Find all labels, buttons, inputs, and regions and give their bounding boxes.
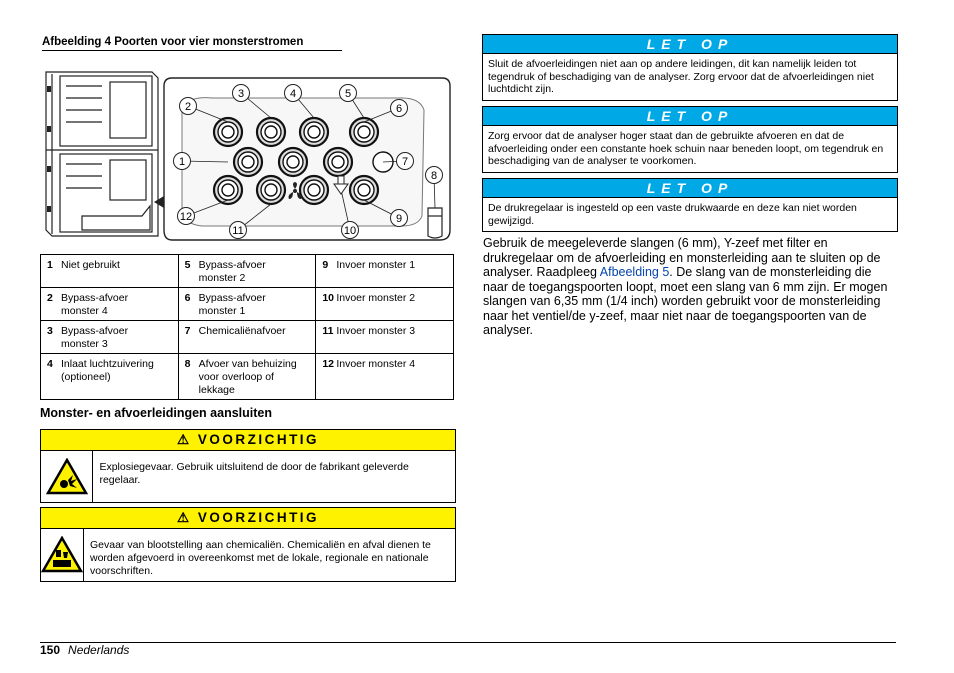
legend-number: 8	[184, 358, 191, 370]
section-heading: Monster- en afvoerleidingen aansluiten	[40, 406, 272, 420]
callout-number: 12	[179, 211, 193, 223]
legend-text: Invoer monster 2	[336, 292, 416, 304]
notice-header: LET OP	[483, 179, 897, 198]
legend-number: 7	[184, 325, 191, 337]
legend-cell	[41, 255, 179, 288]
caution-header: ⚠ VOORZICHTIG	[41, 508, 455, 529]
legend-text: Bypass-afvoer monster 1	[198, 292, 266, 317]
legend-number: 4	[47, 358, 53, 370]
legend-cell	[178, 354, 316, 400]
legend-row	[41, 255, 454, 288]
port-fitting	[350, 118, 378, 146]
notice-header: LET OP	[483, 107, 897, 126]
callout-number: 7	[401, 156, 409, 168]
legend-row	[41, 288, 454, 321]
legend-number: 6	[184, 292, 191, 304]
notice-text: De drukregelaar is ingesteld op een vaste drukwaarde en deze kan niet worden gewijzigd.	[488, 202, 857, 227]
legend-number: 12	[322, 358, 334, 370]
legend-text: Chemicaliënafvoer	[198, 325, 286, 337]
legend-text: Bypass-afvoer monster 2	[198, 259, 266, 284]
notice-header: LET OP	[483, 35, 897, 54]
legend-cell	[178, 288, 316, 321]
enclosure-side-details	[47, 86, 51, 212]
port-fitting	[214, 118, 242, 146]
legend-number: 9	[322, 259, 329, 271]
callout-number: 3	[237, 88, 245, 100]
notice-pressure-regulator	[482, 178, 898, 232]
legend-cell	[316, 354, 454, 400]
port-fitting	[234, 148, 262, 176]
caution-chemical	[40, 507, 456, 582]
figure-title: Afbeelding 4 Poorten voor vier monsterstromen	[42, 36, 342, 51]
port-fitting	[214, 176, 242, 204]
analyzer-enclosure-drawing	[46, 72, 158, 236]
enclosure-drain-fitting	[428, 208, 442, 238]
port-fitting	[350, 176, 378, 204]
port-fitting	[279, 148, 307, 176]
instruction-paragraph: Gebruik de meegeleverde slangen (6 mm), Y-zeef met filter en drukregelaar om de afvoerleiding en monsterleiding aan te sluiten op de analyser. Raadpleeg Afbeelding 5. De slang van de monsterleiding die naar de toegangspoorten loopt, moet een slang van 6 mm zijn. Er mogen slangen van 6,35 mm (1/4 inch) worden gebruikt voor de monsterleiding naar het ventiel/de y-zeef, maar niet naar de toegangspoorten van de analyser.	[483, 236, 888, 337]
caution-explosion	[40, 429, 456, 503]
zoom-indicator	[154, 196, 164, 208]
warning-triangle-icon: ⚠	[176, 510, 192, 525]
port-fitting	[324, 148, 352, 176]
legend-cell	[316, 288, 454, 321]
legend-cell	[178, 255, 316, 288]
legend-text: Invoer monster 4	[336, 358, 416, 370]
caution-text: Explosiegevaar. Gebruik uitsluitend de door de fabrikant geleverde regelaar.	[99, 461, 409, 486]
caution-text: Gevaar van blootstelling aan chemicaliën. Chemicaliën en afval dienen te worden afgevoerd in overeenkomst met de lokale, regionale en nationale voorschriften.	[90, 539, 431, 577]
legend-number: 3	[47, 325, 53, 337]
legend-number: 2	[47, 292, 53, 304]
callout-number: 6	[395, 103, 403, 115]
page-footer	[40, 643, 129, 657]
legend-table	[40, 254, 454, 400]
ports-figure	[42, 66, 454, 250]
legend-number: 5	[184, 259, 191, 271]
legend-number: 11	[322, 325, 334, 337]
legend-text: Niet gebruikt	[61, 259, 120, 271]
warning-triangle-icon: ⚠	[176, 432, 192, 447]
callout-number: 1	[178, 156, 186, 168]
legend-text: Afvoer van behuizing voor overloop of lekkage	[198, 358, 297, 396]
chemical-hazard-icon	[41, 536, 83, 574]
callout-number: 4	[289, 88, 297, 100]
legend-text: Invoer monster 1	[336, 259, 416, 271]
notice-text: Zorg ervoor dat de analyser hoger staat dan de gebruikte afvoeren en dat de afvoerleiding onder een constante hoek schuin naar beneden loopt, om tegendruk en beschadiging van de analyser te voorkomen.	[488, 130, 884, 167]
legend-cell	[316, 321, 454, 354]
caution-header: ⚠ VOORZICHTIG	[41, 430, 455, 451]
port-fitting	[300, 176, 328, 204]
callout-number: 8	[430, 170, 438, 182]
page-number: 150	[40, 643, 61, 657]
legend-text: Bypass-afvoer monster 4	[61, 292, 129, 317]
callout-number: 9	[395, 213, 403, 225]
legend-text: Invoer monster 3	[336, 325, 416, 337]
legend-text: Inlaat luchtzuivering (optioneel)	[61, 358, 154, 383]
callout-number: 2	[184, 101, 192, 113]
footer-language: Nederlands	[68, 643, 130, 657]
legend-cell	[41, 321, 179, 354]
callout-number: 10	[343, 225, 357, 237]
legend-cell	[178, 321, 316, 354]
legend-cell	[316, 255, 454, 288]
legend-row	[41, 354, 454, 400]
port-fitting	[257, 176, 285, 204]
legend-number: 1	[47, 259, 53, 271]
explosion-hazard-icon	[46, 458, 88, 496]
callout-number: 5	[344, 88, 352, 100]
legend-row	[41, 321, 454, 354]
legend-text: Bypass-afvoer monster 3	[61, 325, 129, 350]
figure-5-link[interactable]: Afbeelding 5	[599, 265, 670, 279]
port-fitting	[257, 118, 285, 146]
legend-cell	[41, 354, 179, 400]
notice-drain-lines	[482, 34, 898, 101]
callout-number: 11	[232, 225, 244, 237]
legend-number: 10	[322, 292, 334, 304]
footer-divider	[40, 642, 896, 643]
legend-cell	[41, 288, 179, 321]
notice-text: Sluit de afvoerleidingen niet aan op andere leidingen, dit kan namelijk leiden tot tegendruk of beschadiging van de analyser. Zorg ervoor dat de afvoerleidingen niet luchtdicht zijn.	[488, 58, 874, 95]
notice-analyzer-height	[482, 106, 898, 173]
port-fitting	[300, 118, 328, 146]
